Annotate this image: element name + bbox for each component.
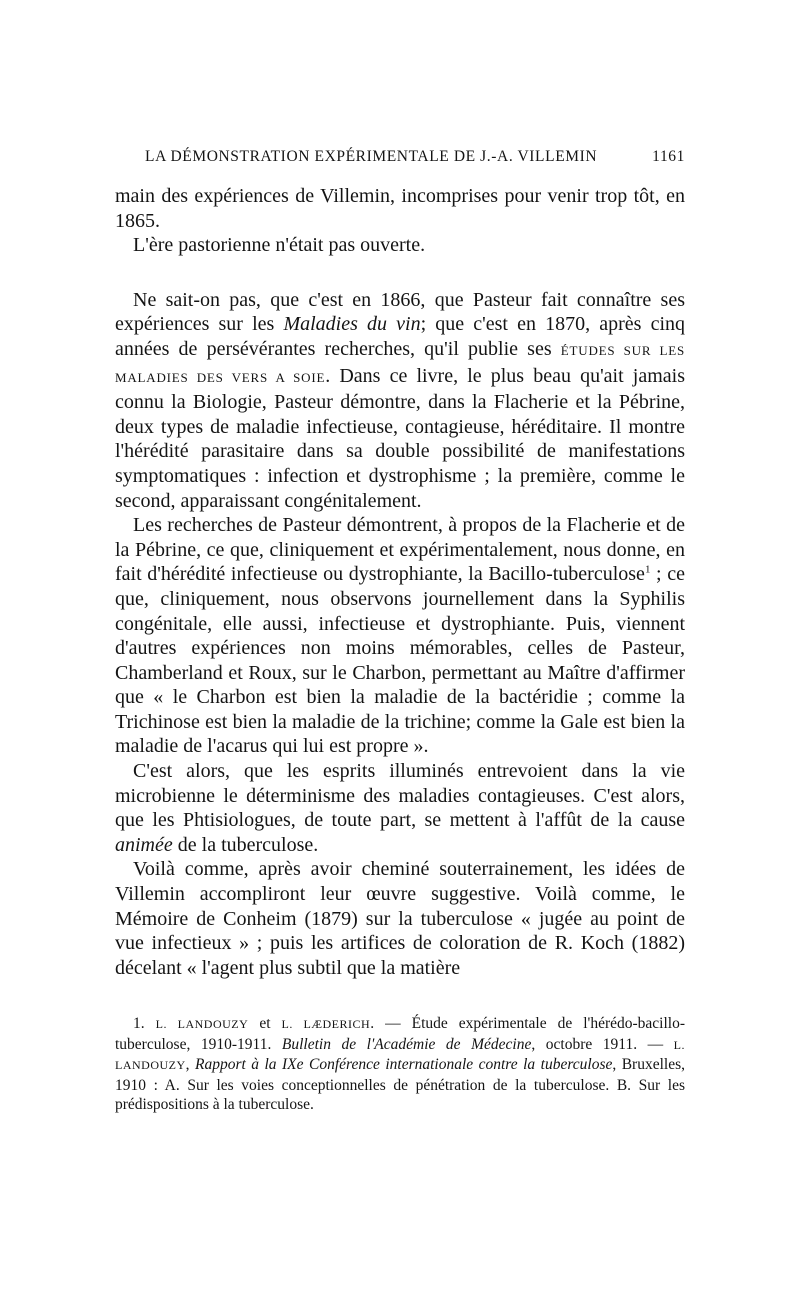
body-text (115, 184, 685, 980)
footnote-text-4: , Bruxelles, 1910 : A. Sur les voies conceptionnelles de pénétration de la tuberculose. B. Sur les prédispositions à la tuberculose. (115, 1056, 685, 1114)
paragraph-5 (115, 759, 685, 857)
footnote-report-title: Rapport à la IXe Conférence internationale contre la tuberculose (195, 1056, 613, 1074)
paragraph-3-text-a: Ne sait-on pas, que c'est en 1866, que Pasteur fait connaître ses expériences sur les (115, 288, 685, 336)
footnote-text-1: . — Étude expérimentale de l'hérédo-bacillo-tuberculose, 1910-1911. (115, 1015, 686, 1053)
footnote-marker: 1 (644, 563, 651, 576)
paragraph-6: Voilà comme, après avoir cheminé souterrainement, les idées de Villemin accompliront leur œuvre suggestive. Voilà comme, le Mémoire de Conheim (1879) sur la tuberculose « jugée au point de vue infectieux » ; puis les artifices de coloration de R. Koch (1882) décelant « l'agent plus subtil que la matière (115, 858, 685, 979)
paragraph-2: L'ère pastorienne n'était pas ouverte. (133, 234, 426, 257)
paragraph-1: main des expériences de Villemin, incomprises pour venir trop tôt, en 1865. (115, 185, 685, 232)
footnote-author-1: L. LANDOUZY (155, 1017, 249, 1032)
footnote-author-2: L. LÆDERICH (281, 1017, 371, 1032)
paragraph-3-text-c: . Dans ce livre, le plus beau qu'ait jamais connu la Biologie, Pasteur démontre, dans la Flacherie et la Pébrine, deux types de maladie infectieuse, contagieuse, héréditaire. Il montre l'hérédité parasitaire dans sa double possibilité de manifestations symptomatiques : infection et dystrophisme ; la première, comme le second, apparaissant congénitalement. (115, 364, 685, 512)
page (115, 148, 685, 1115)
footnotes (115, 1014, 685, 1115)
paragraph-3-text-b: ; que c'est en 1870, après cinq années de persévérantes recherches, qu'il publie ses (115, 313, 686, 360)
italic-animee: animée (115, 833, 173, 856)
footnote-text-3: , (185, 1056, 195, 1074)
footnote-journal: Bulletin de l'Académie de Médecine (281, 1035, 532, 1053)
page-number: 1161 (652, 148, 685, 165)
paragraph-4 (115, 513, 685, 759)
footnote-and: et (248, 1015, 282, 1033)
paragraph-4-text-b: ; ce que, cliniquement, nous observons journellement dans la Syphilis congénitale, elle aussi, infectieuse et dystrophiante. Puis, viennent d'autres expériences non moins mémorables, celles de Pasteur, Chamberland et Roux, sur le Charbon, permettant au Maître d'affirmer que « le Charbon est bien la maladie de la bactéridie ; comme la Trichinose est bien la maladie de la trichine; comme la Gale est bien la maladie de l'acarus qui lui est propre ». (115, 563, 685, 758)
paragraph-4-text-a: Les recherches de Pasteur démontrent, à propos de la Flacherie et de la Pébrine, ce que, cliniquement et expérimentalement, nous donne, en fait d'hérédité infectieuse ou dystrophiante, la Bacillo-tuberculose (115, 514, 685, 586)
paragraph-5-text-a: C'est alors, que les esprits illuminés entrevoient dans la vie microbienne le déterminisme des maladies contagieuses. C'est alors, que les Phtisiologues, de toute part, se mettent à l'affût de la cause (115, 760, 685, 832)
paragraph-5-text-b: de la tuberculose. (172, 833, 319, 856)
book-title-maladies-du-vin: Maladies du vin (283, 313, 421, 336)
footnote-1 (115, 1014, 685, 1115)
section-gap (115, 258, 685, 288)
running-title: LA DÉMONSTRATION EXPÉRIMENTALE DE J.-A. VILLEMIN (145, 148, 598, 165)
footnote-author-3: L. LANDOUZY (115, 1037, 685, 1073)
book-title-etudes: ÉTUDES SUR LES MALADIES DES VERS A SOIE (115, 342, 685, 385)
footnote-number: 1. (133, 1015, 156, 1033)
footnote-text-2: , octobre 1911. — (531, 1035, 674, 1053)
paragraph-3 (115, 288, 685, 513)
running-head (145, 148, 685, 166)
